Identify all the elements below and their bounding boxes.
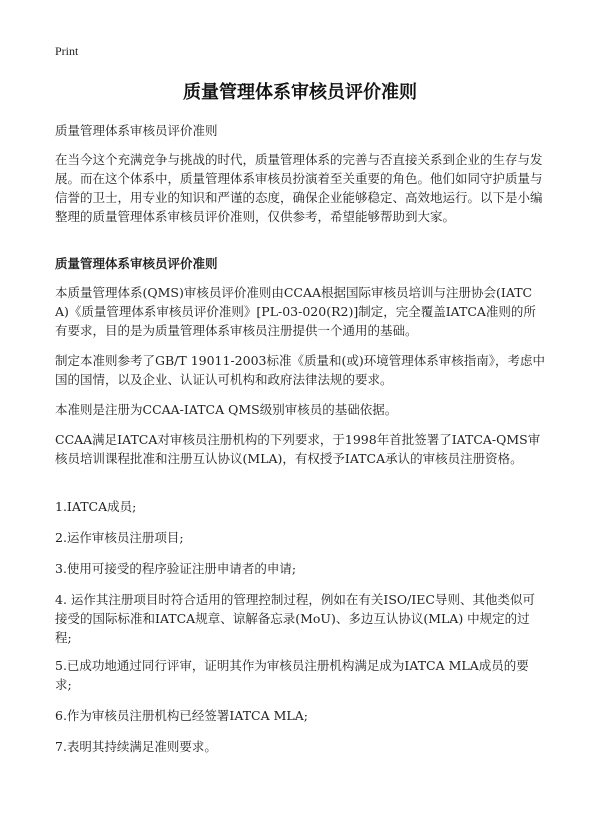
list-item: 4. 运作其注册项目时符合适用的管理控制过程，例如在有关ISO/IEC导则、其他类似可接受的国际标准和IATCA规章、谅解备忘录(MoU)、多边互认协议(MLA) 中规定的过程; — [55, 592, 535, 645]
page-title: 质量管理体系审核员评价准则 — [183, 82, 417, 103]
paragraph-4: CCAA满足IATCA对审核员注册机构的下列要求，于1998年首批签署了IATCA-QMS审核员培训课程批准和注册互认协议(MLA)，有权授予IATCA承认的审核员注册资格。 — [55, 432, 541, 466]
list-item: 2.运作审核员注册项目; — [55, 530, 184, 545]
paragraph-3: 本准则是注册为CCAA-IATCA QMS级别审核员的基础依据。 — [55, 402, 398, 417]
list-item: 6.作为审核员注册机构已经签署IATCA MLA; — [55, 708, 308, 723]
intro-paragraph: 在当今这个充满竞争与挑战的时代，质量管理体系的完善与否直接关系到企业的生存与发展。而在这个体系中，质量管理体系审核员扮演着至关重要的角色。他们如同守护质量与信誉的卫士，用专业的知识和严谨的态度，确保企业能够稳定、高效地运行。以下是小编整理的质量管理体系审核员评价准则，仅供参考，希望能够帮助到大家。 — [55, 152, 543, 224]
intro-title: 质量管理体系审核员评价准则 — [55, 123, 218, 138]
paragraph-2: 制定本准则参考了GB/T 19011-2003标准《质量和(或)环境管理体系审核指南》，考虑中国的国情，以及企业、认证认可机构和政府法律法规的要求。 — [55, 353, 545, 387]
list-item: 5.已成功地通过同行评审，证明其作为审核员注册机构满足成为IATCA MLA成员的要求; — [55, 658, 529, 692]
paragraph-1: 本质量管理体系(QMS)审核员评价准则由CCAA根据国际审核员培训与注册协会(IATCA)《质量管理体系审核员评价准则》[PL-03-020(R2)]制定，完全覆盖IATCA准则的所有要求，目的是为质量管理体系审核员注册提供一个通用的基础。 — [55, 285, 536, 338]
list-item: 7.表明其持续满足准则要求。 — [55, 739, 217, 754]
print-label[interactable]: Print — [55, 44, 79, 58]
list-item: 1.IATCA成员; — [55, 499, 137, 514]
section-heading: 质量管理体系审核员评价准则 — [55, 256, 218, 271]
list-item: 3.使用可接受的程序验证注册申请者的申请; — [55, 561, 297, 576]
